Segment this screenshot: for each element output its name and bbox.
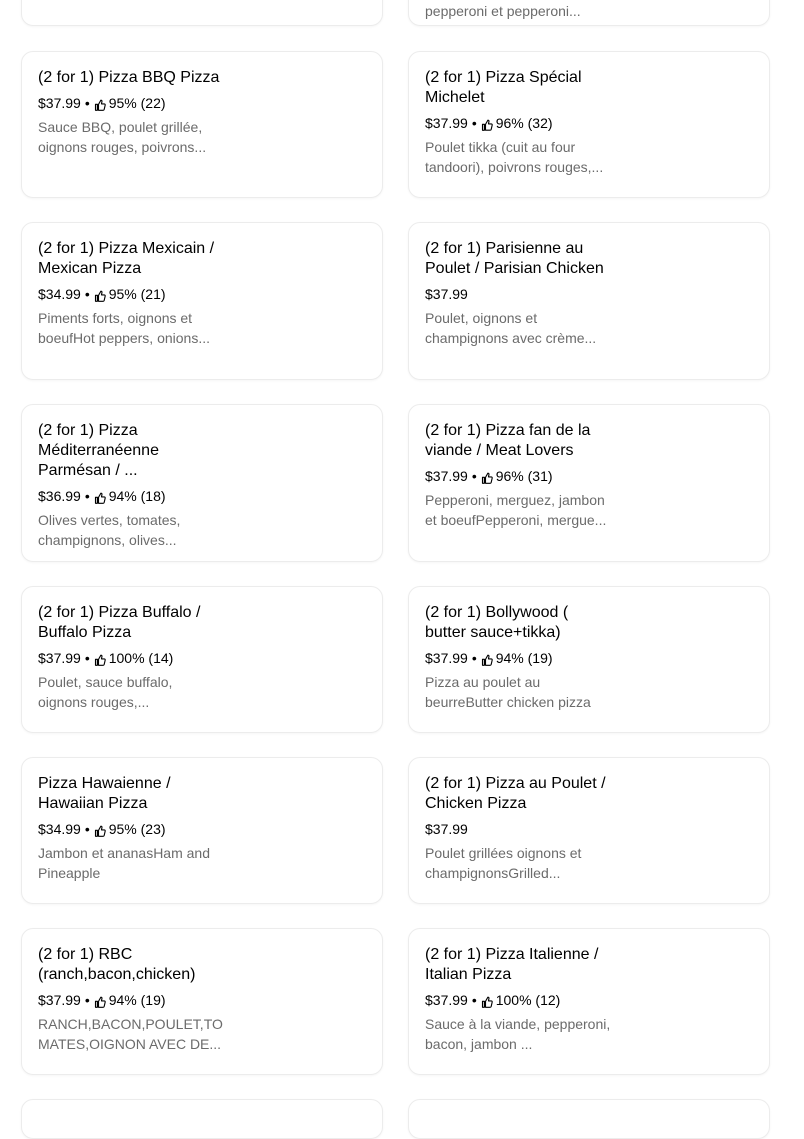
menu-item-card[interactable] [408,586,770,733]
menu-item-content [38,68,224,157]
menu-item-content [38,421,224,550]
menu-item-card[interactable] [408,222,770,380]
item-price: $34.99 [38,821,81,837]
item-title: (2 for 1) Pizza fan de la viande / Meat Lovers [425,422,591,459]
item-description: Poulet, oignons et champignons avec crème... [425,310,597,346]
item-price: $37.99 [38,650,81,666]
item-rating: 95% (21) [108,286,166,302]
item-description: Piments forts, oignons et boeufHot peppers, onions... [38,310,211,346]
item-meta [425,284,611,304]
item-price: $37.99 [425,468,468,484]
menu-item-card[interactable] [21,222,383,380]
item-meta [38,990,224,1010]
separator-dot: • [471,115,477,131]
menu-item-content [425,603,611,712]
item-title: (2 for 1) Pizza Mexicain / Mexican Pizza [38,240,215,277]
menu-item-card-partial[interactable] [21,0,383,26]
item-price: $34.99 [38,286,81,302]
thumbs-up-icon [94,489,106,501]
item-title: (2 for 1) Parisienne au Poulet / Parisian Chicken [425,240,604,277]
item-description: Poulet tikka (cuit au four tandoori), poivrons rouges,... [425,139,604,175]
item-price: $37.99 [38,95,81,111]
menu-item-card[interactable] [21,757,383,904]
menu-item-content [38,774,224,883]
menu-item-content [425,945,611,1054]
item-price: $37.99 [425,992,468,1008]
separator-dot: • [84,650,90,666]
thumbs-up-icon [481,116,493,128]
menu-item-card-partial[interactable] [21,1099,383,1139]
menu-item-content [425,774,611,883]
menu-item-card[interactable] [408,51,770,198]
item-meta [38,648,224,668]
menu-item-content [38,603,224,712]
item-title: (2 for 1) Pizza Buffalo / Buffalo Pizza [38,604,201,641]
separator-dot: • [84,95,90,111]
item-price: $36.99 [38,488,81,504]
separator-dot: • [84,992,90,1008]
item-description: Poulet grillées oignons et champignonsGrilled... [425,845,582,881]
item-rating: 95% (22) [108,95,166,111]
menu-item-content [425,68,611,177]
item-title: (2 for 1) Pizza Spécial Michelet [425,69,582,106]
separator-dot: • [84,488,90,504]
thumbs-up-icon [94,96,106,108]
separator-dot: • [471,992,477,1008]
item-rating: 94% (19) [495,650,553,666]
item-title: (2 for 1) Pizza Méditerranéenne Parmésan / ... [38,422,159,479]
item-rating: 100% (14) [108,650,174,666]
item-rating: 100% (12) [495,992,561,1008]
menu-item-card[interactable] [408,928,770,1075]
menu-item-card-partial[interactable] [408,0,770,26]
item-price: $37.99 [425,650,468,666]
item-price: $37.99 [38,992,81,1008]
item-description: RANCH,BACON,POULET,TOMATES,OIGNON AVEC DE... [38,1016,223,1052]
item-meta [425,819,611,839]
item-description: Pizza au poulet au beurreButter chicken pizza [425,674,591,710]
item-meta [425,113,611,133]
thumbs-up-icon [481,651,493,663]
menu-item-card[interactable] [21,586,383,733]
thumbs-up-icon [481,469,493,481]
item-rating: 94% (19) [108,992,166,1008]
thumbs-up-icon [94,993,106,1005]
item-title: (2 for 1) Pizza au Poulet / Chicken Pizza [425,775,606,812]
menu-item-card[interactable] [21,928,383,1075]
item-meta [425,466,611,486]
thumbs-up-icon [94,651,106,663]
item-meta [38,819,224,839]
menu-item-content [38,945,224,1054]
thumbs-up-icon [481,993,493,1005]
menu-item-card[interactable] [21,51,383,198]
separator-dot: • [471,650,477,666]
item-title: Pizza Hawaienne / Hawaiian Pizza [38,775,171,812]
item-description: Pepperoni, merguez, jambon et boeufPepperoni, mergue... [425,492,607,528]
item-description: pepperoni et pepperoni... [425,3,581,19]
item-price: $37.99 [425,115,468,131]
item-rating: 94% (18) [108,488,166,504]
separator-dot: • [84,821,90,837]
item-price: $37.99 [425,286,468,302]
item-meta [38,93,224,113]
item-description: Sauce BBQ, poulet grillée, oignons rouges, poivrons... [38,119,207,155]
separator-dot: • [84,286,90,302]
menu-item-card[interactable] [408,404,770,562]
menu-item-card-partial[interactable] [408,1099,770,1139]
menu-item-card[interactable] [21,404,383,562]
item-title: (2 for 1) Pizza Italienne / Italian Pizza [425,946,599,983]
item-meta [425,648,611,668]
item-description: Olives vertes, tomates, champignons, olives... [38,512,181,548]
menu-item-content [425,421,611,530]
thumbs-up-icon [94,287,106,299]
item-meta [425,990,611,1010]
item-title: (2 for 1) RBC (ranch,bacon,chicken) [38,946,196,983]
thumbs-up-icon [94,822,106,834]
item-rating: 96% (31) [495,468,553,484]
item-meta [38,284,224,304]
item-rating: 95% (23) [108,821,166,837]
menu-item-content [38,239,224,348]
item-price: $37.99 [425,821,468,837]
menu-item-card[interactable] [408,757,770,904]
separator-dot: • [471,468,477,484]
item-description: Poulet, sauce buffalo, oignons rouges,... [38,674,173,710]
item-title: (2 for 1) Bollywood ( butter sauce+tikka) [425,604,569,641]
item-rating: 96% (32) [495,115,553,131]
menu-item-content [425,239,611,348]
item-meta [38,486,224,506]
item-title: (2 for 1) Pizza BBQ Pizza [38,69,220,86]
item-description: Sauce à la viande, pepperoni, bacon, jambon ... [425,1016,611,1052]
item-description: Jambon et ananasHam and Pineapple [38,845,210,881]
